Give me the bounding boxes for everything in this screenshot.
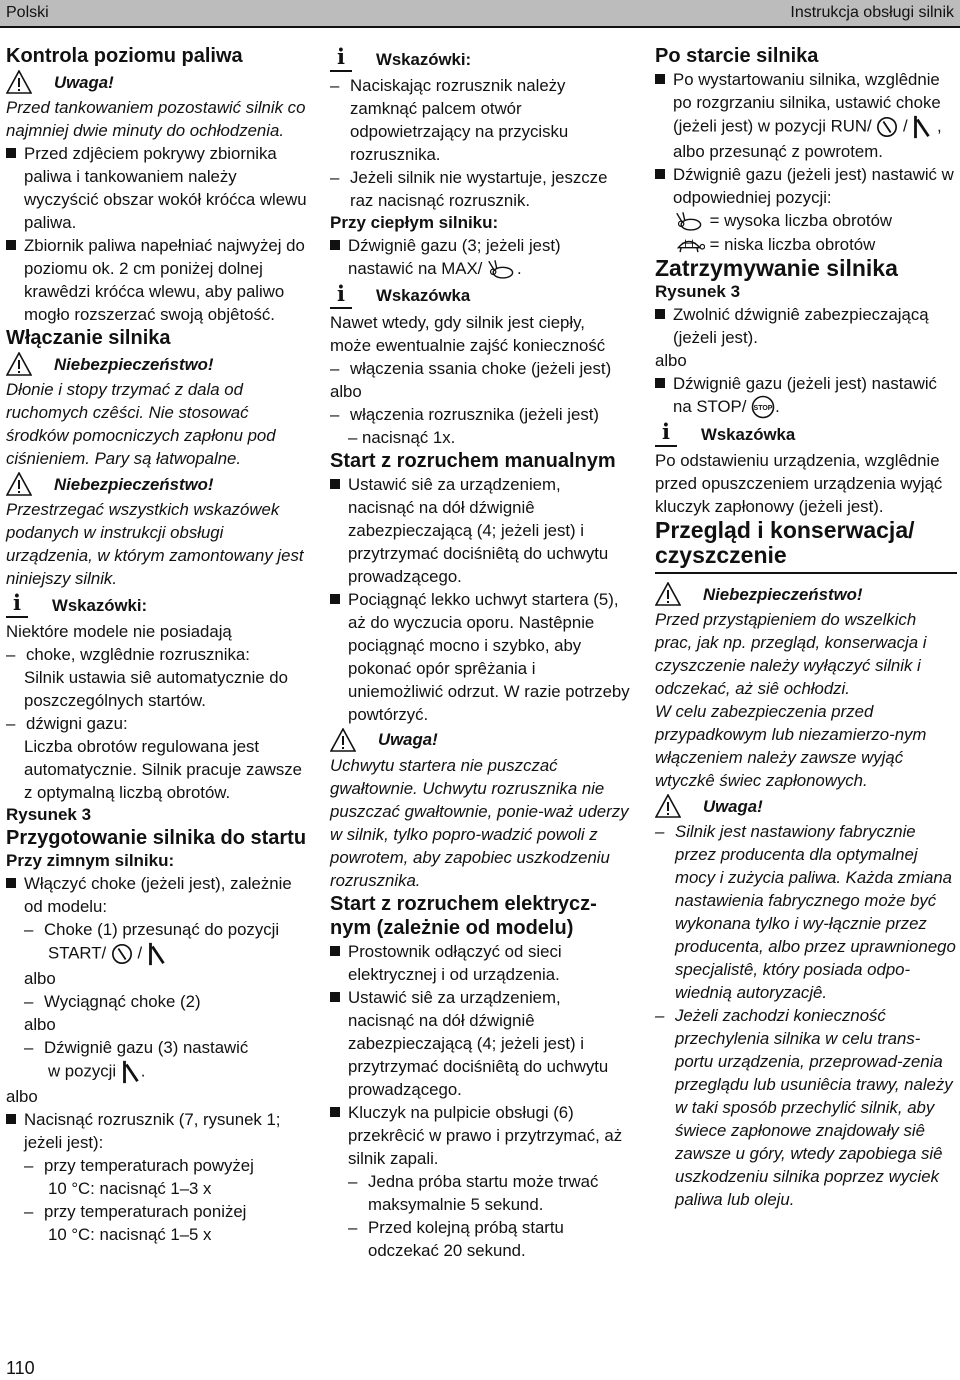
bullet-clean: Przed zdjêciem pokrywy zbiornika paliwa i tankowaniem należy wyczyścić obszar wokół króćca wlewu paliwa. bbox=[6, 142, 312, 234]
danger-3 bbox=[655, 580, 957, 608]
heading-starting: Włączanie silnika bbox=[6, 327, 171, 349]
lever-icon bbox=[121, 1059, 141, 1085]
bullet-throttle-position: Dźwigniê gazu (jeżeli jest) nastawić w odpowiedniej pozycji: bbox=[655, 163, 957, 209]
figure-ref: Rysunek 3 bbox=[6, 805, 92, 824]
heading-electric-start: Start z rozruchem elektrycz-nym (zależnie od modelu) bbox=[330, 892, 597, 939]
dash-max-5s: – Jedna próba startu może trwać maksymalnie 5 sekund. bbox=[330, 1170, 630, 1216]
danger-triangle-icon bbox=[6, 472, 32, 496]
header-manual-title: Instrukcja obsługi silnik bbox=[790, 4, 954, 21]
info-icon: i bbox=[330, 46, 352, 72]
speed-low-label: = niska liczba obrotów bbox=[709, 234, 876, 254]
choke-icon bbox=[876, 116, 898, 138]
danger-1-title: Niebezpieczeństwo! bbox=[54, 354, 214, 374]
dash-primer-again: – Jeżeli silnik nie wystartuje, jeszcze raz nacisnąć rozrusznik. bbox=[330, 166, 630, 212]
dash-throttle-set: – Dźwigniê gazu (3) nastawić bbox=[6, 1036, 312, 1059]
turtle-icon bbox=[673, 235, 705, 255]
column-1 bbox=[6, 44, 312, 1246]
info-icon: i bbox=[330, 283, 352, 309]
bullet-choke-run: Po wystartowaniu silnika, wzglêdnie po rozgrzaniu silnika, ustawić choke (jeżeli jest) w pozycji RUN/ / , albo przesunąć z powrotem. bbox=[655, 68, 957, 163]
divider bbox=[655, 572, 957, 574]
throttle-position-label: w pozycji bbox=[48, 1061, 117, 1081]
choke-start-line: START/ / bbox=[6, 941, 312, 967]
danger-3-title: Niebezpieczeństwo! bbox=[703, 584, 863, 604]
choke-run-text: Po wystartowaniu silnika, wzglêdnie po rozgrzaniu silnika, ustawić choke (jeżeli jest) w pozycji RUN/ bbox=[673, 70, 941, 136]
lever-icon bbox=[912, 114, 932, 140]
page-number: 110 bbox=[6, 1358, 35, 1378]
info-1-intro: Niektóre modele nie posiadają bbox=[6, 622, 232, 641]
dash-temp-below: – przy temperaturach poniżej bbox=[6, 1200, 312, 1223]
dash-choke: – choke, wzglêdnie rozrusznika: bbox=[6, 643, 312, 666]
temp-below-count: 10 °C: nacisnąć 1–5 x bbox=[48, 1225, 212, 1244]
temp-above-count: 10 °C: nacisnąć 1–3 x bbox=[48, 1179, 212, 1198]
bullet-stand-behind-2: Ustawić siê za urządzeniem, nacisnąć na dół dźwigniê zabezpieczającą (4; jeżeli jest) i przytrzymać dociśniêtą do uchwytu prowadzącego. bbox=[330, 986, 630, 1101]
lever-icon bbox=[147, 941, 167, 967]
warning-triangle-icon bbox=[6, 70, 32, 94]
danger-triangle-icon bbox=[6, 352, 32, 376]
warning-2-text: Uchwytu startera nie puszczać gwałtownie. Uchwytu rozrusznika nie puszczać gwałtownie, ponie-waż uderzy w silnik, tylko popro-wadzić powoli z powrotem, aby zapobiec uszkodzeniu rozrusznika. bbox=[330, 755, 629, 890]
or-1: albo bbox=[655, 350, 687, 370]
bullet-stand-behind: Ustawić siê za urządzeniem, nacisnąć na dół dźwigniê zabezpieczającą (4; jeżeli jest) i przytrzymać dociśniêtą do uchwytu prowadzącego. bbox=[330, 473, 630, 588]
figure-ref: Rysunek 3 bbox=[655, 281, 741, 301]
bullet-primer: Nacisnąć rozrusznik (7, rysunek 1; jeżeli jest): bbox=[6, 1108, 312, 1154]
throttle-stop-text: Dźwigniê gazu (jeżeli jest) nastawić na STOP/ bbox=[673, 373, 937, 416]
info-1 bbox=[6, 590, 312, 620]
warning-1-text: Przed tankowaniem pozostawić silnik co najmniej dwie minuty do ochłodzenia. bbox=[6, 98, 306, 140]
speed-low bbox=[655, 233, 957, 256]
warning-triangle-icon bbox=[330, 728, 356, 752]
hare-icon bbox=[487, 259, 517, 281]
warning-1 bbox=[6, 68, 312, 96]
info-2-title: Wskazówki: bbox=[376, 49, 472, 69]
column-2 bbox=[330, 44, 630, 1262]
page-header bbox=[0, 0, 960, 28]
warning-2-title: Uwaga! bbox=[378, 730, 438, 750]
info-3-title: Wskazówka bbox=[376, 286, 471, 306]
dash-throttle-text: Liczba obrotów regulowana jest automatycznie. Silnik pracuje zawsze z optymalną liczbą obrotów. bbox=[24, 737, 302, 802]
info-3 bbox=[330, 281, 630, 311]
danger-triangle-icon bbox=[655, 582, 681, 606]
info-4-title: Wskazówka bbox=[701, 424, 796, 444]
heading-prepare: Przygotowanie silnika do startu bbox=[6, 827, 307, 849]
dash-primer-hole: – Naciskając rozrusznik należy zamknąć palcem otwór odpowietrzający na przycisku rozrusznika. bbox=[330, 74, 630, 166]
danger-3-text-2: W celu zabezpieczenia przed przypadkowym lub niezamierzo-nym włączeniem należy zawsze wyjąć wtyczkê świec zapłonowych. bbox=[655, 702, 927, 791]
bullet-throttle-max: Dźwigniê gazu (3; jeżeli jest) nastawić na MAX/ . bbox=[330, 234, 630, 281]
dash-primer-on: – włączenia rozrusznika (jeżeli jest) bbox=[330, 403, 630, 426]
dash-pull-choke: – Wyciągnąć choke (2) bbox=[6, 990, 312, 1013]
heading-manual-start: Start z rozruchem manualnym bbox=[330, 449, 616, 472]
dash-factory-setting: – Silnik jest nastawiony fabrycznie przez producenta dla optymalnej mocy i zużycia paliwa. Każda zmiana nastawienia fabrycznego może być wykonana tylko i wy-łącznie przez producenta, albo przez uprawnionego specjalistê, który posiada odpo-wiednią autoryzacjê. bbox=[655, 820, 957, 1004]
info-1-title: Wskazówki: bbox=[52, 595, 148, 615]
warning-1-title: Uwaga! bbox=[54, 72, 114, 92]
heading-warm-engine: Przy ciepłym silniku: bbox=[330, 213, 499, 232]
dash-choke-move: – Choke (1) przesunąć do pozycji bbox=[6, 918, 312, 941]
dash-primer-once: – nacisnąć 1x. bbox=[348, 427, 456, 447]
warning-triangle-icon bbox=[655, 794, 681, 818]
danger-1 bbox=[6, 350, 312, 378]
choke-icon bbox=[111, 943, 133, 965]
warning-3-title: Uwaga! bbox=[703, 796, 763, 816]
dash-tilting: – Jeżeli zachodzi konieczność przechylenia silnika w celu trans-portu urządzenia, przeprowad-zenia przeglądu lub usuniêcia trawy, należy w taki sposób przechylić silnik, aby świece zapłonowe znajdowały siê zawsze u góry, wtedy zapobiega siê uszkodzeniu silnika poprzez wyciek paliwa lub oleju. bbox=[655, 1004, 957, 1211]
danger-1-text: Dłonie i stopy trzymać z dala od ruchomych czêści. Nie stosować środków pomocniczych zapłonu pod ciśnieniem. Pary są łatwopalne. bbox=[6, 380, 276, 468]
bullet-key: Kluczyk na pulpicie obsługi (6) przekrêcić w prawo i przytrzymać, aż silnik zapali. bbox=[330, 1101, 630, 1170]
dash-throttle: – dźwigni gazu: bbox=[6, 712, 312, 735]
or-2: albo bbox=[24, 1015, 56, 1034]
info-4 bbox=[655, 419, 957, 449]
dash-choke-on: – włączenia ssania choke (jeżeli jest) bbox=[330, 357, 630, 380]
speed-high-label: = wysoka liczba obrotów bbox=[709, 211, 893, 230]
or-1: albo bbox=[330, 381, 362, 401]
info-4-text: Po odstawieniu urządzenia, wzglêdnie przed opuszczeniem urządzenia wyjąć kluczyk zapłonowy (jeżeli jest). bbox=[655, 451, 943, 517]
danger-2-text: Przestrzegać wszystkich wskazówek podanych w instrukcji obsługi urządzenia, w którym zamontowany jest niniejszy silnik. bbox=[6, 500, 304, 588]
danger-3-text: Przed przystąpieniem do wszelkich prac, jak np. przegląd, konserwacja i czyszczenie należy wyłączyć silnik i odczekać, aż siê ochłodzi. bbox=[655, 610, 927, 699]
bullet-fill-level: Zbiornik paliwa napełniać najwyżej do poziomu ok. 2 cm poniżej dolnej krawêdzi króćca wlewu, aby paliwo mogło rozszerzać swoją objêtość. bbox=[6, 234, 312, 326]
column-3 bbox=[655, 44, 957, 1211]
info-icon: i bbox=[6, 592, 28, 618]
stop-icon-label: STOP bbox=[753, 405, 773, 413]
heading-maintenance: Przegląd i konserwacja/ czyszczenie bbox=[655, 517, 915, 569]
heading-stop: Zatrzymywanie silnika bbox=[655, 254, 898, 281]
warning-3 bbox=[655, 792, 957, 820]
throttle-position-line: w pozycji . bbox=[6, 1059, 312, 1085]
warning-2 bbox=[330, 726, 630, 754]
header-language: Polski bbox=[6, 4, 49, 21]
danger-2 bbox=[6, 470, 312, 498]
info-3-text: Nawet wtedy, gdy silnik jest ciepły, może ewentualnie zajść konieczność bbox=[330, 312, 606, 355]
heading-after-start: Po starcie silnika bbox=[655, 45, 819, 67]
stop-icon bbox=[751, 395, 775, 419]
info-2 bbox=[330, 44, 630, 74]
dash-wait-20s: – Przed kolejną próbą startu odczekać 20 sekund. bbox=[330, 1216, 630, 1262]
bullet-charger: Prostownik odłączyć od sieci elektrycznej i od urządzenia. bbox=[330, 940, 630, 986]
or-3: albo bbox=[6, 1087, 38, 1106]
danger-2-title: Niebezpieczeństwo! bbox=[54, 474, 214, 494]
info-icon: i bbox=[655, 421, 677, 447]
choke-start-label: START/ bbox=[48, 943, 107, 963]
bullet-pull-starter: Pociągnąć lekko uchwyt startera (5), aż do wyczucia oporu. Nastêpnie pociągnąć mocno i szybko, aby pokonać opór sprêżania i uniemożliwić odrzut. W razie potrzeby powtórzyć. bbox=[330, 588, 630, 726]
speed-high bbox=[655, 209, 957, 233]
heading-cold-engine: Przy zimnym silniku: bbox=[6, 851, 175, 870]
hare-icon bbox=[675, 211, 705, 233]
bullet-throttle-stop: Dźwigniê gazu (jeżeli jest) nastawić na STOP/ STOP . bbox=[655, 372, 957, 420]
dash-temp-above: – przy temperaturach powyżej bbox=[6, 1154, 312, 1177]
bullet-choke-on: Włączyć choke (jeżeli jest), zależnie od modelu: bbox=[6, 872, 312, 918]
choke-run-tail: , albo przesunąć z powrotem. bbox=[673, 116, 942, 161]
throttle-max-text: Dźwigniê gazu (3; jeżeli jest) nastawić na MAX/ bbox=[348, 236, 561, 278]
dash-choke-text: Silnik ustawia siê automatycznie do poszczególnych startów. bbox=[24, 668, 288, 710]
or-1: albo bbox=[24, 969, 56, 988]
heading-fuel-level: Kontrola poziomu paliwa bbox=[6, 45, 243, 67]
bullet-release-lever: Zwolnić dźwigniê zabezpieczającą (jeżeli jest). bbox=[655, 303, 957, 349]
